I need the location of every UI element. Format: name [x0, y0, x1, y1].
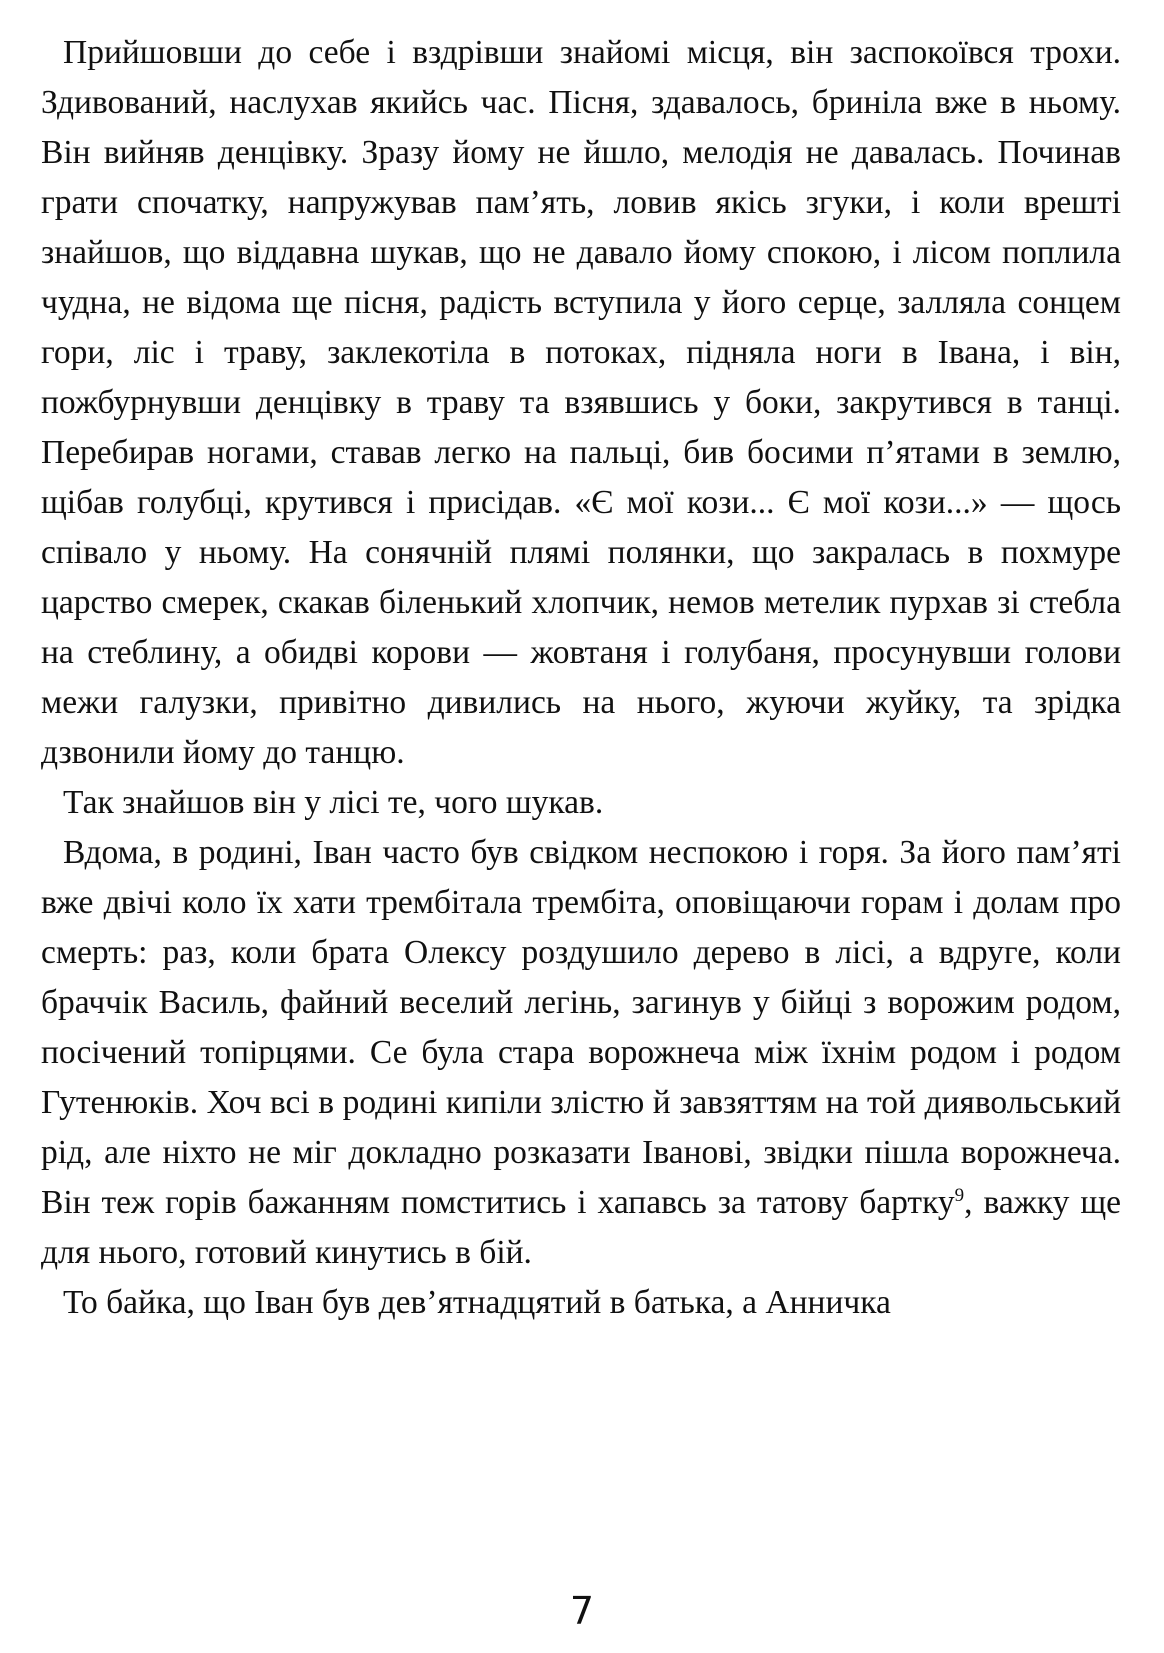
- page-number: 7: [569, 1589, 595, 1633]
- paragraph-found-in-forest: Так знайшов він у лісі те, чого шукав.: [63, 784, 604, 821]
- footnote-reference: 9: [954, 1184, 965, 1206]
- paragraph-goats-dance: Прийшовши до себе і вздрівши знайомі місця, він заспокоївся трохи. Здивований, наслухав якийсь час. Пісня, здавалось, бриніла вже в ньому. Він вийняв денцівку. Зразу йому не йшло, мелодія не давалась. Починав грати спочатку, напружував пам’ять, ловив якісь згуки, і коли врешті знайшов, що віддавна шукав, що не давало йому спокою, і лісом поплила чудна, не відома ще пісня, радість вступила у його серце, залляла сонцем гори, ліс і траву, заклекотіла в потоках, підняла ноги в Івана, і він, пожбурнувши денцівку в траву та взявшись у боки, закрутився в танці. Перебирав ногами, ставав легко на пальці, бив босими п’ятами в землю, щібав голубці, крутився і присідав. «Є мої кози... Є мої кози...» — щось співало у ньому. На сонячній плямі полянки, що закралась в похмуре царство смерек, скакав біленький хлопчик, немов метелик пурхав зі стебла на стеблину, а обидві корови — жовтаня і голубаня, просунувши голови межи галузки, привітно дивились на нього, жуючи жуйку, та зрідка дзвонили йому до танцю.: [41, 34, 1121, 771]
- paragraph-feud-text-end: , важку ще для нього, готовий кинутись в бій.: [41, 1184, 1122, 1271]
- paragraph-feud-text: Вдома, в родині, Іван часто був свідком неспокою і горя. За його пам’яті вже двічі коло їх хати трембітала трембіта, оповіщаючи горам і долам про смерть: раз, коли брата Олексу роздушило дерево в лісі, а вдруге, коли браччік Василь, файний веселий легінь, загинув у бійці з ворожим родом, посічений топірцями. Се була стара ворожнеча між їхнім родом і родом Гутенюків. Хоч всі в родині кипіли злістю й завзяттям на той диявольський рід, але ніхто не міг докладно розказати Іванові, звідки пішла ворожнеча. Він теж горів бажанням помститись і хапавсь за татову бартку: [41, 834, 1121, 1221]
- paragraph-family-feud: [41, 828, 1121, 1278]
- paragraph-nineteenth-son: То байка, що Іван був дев’ятнадцятий в батька, а Анничка: [63, 1284, 891, 1321]
- page-body: [41, 28, 1121, 1328]
